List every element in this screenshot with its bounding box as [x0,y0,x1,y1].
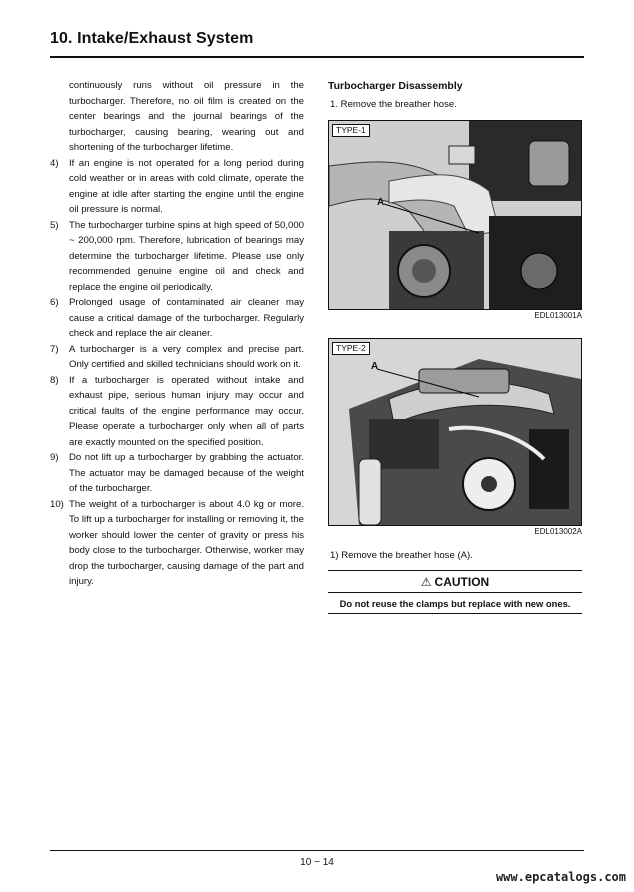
list-number: 8) [50,374,59,386]
left-column [50,78,304,590]
list-text: Prolonged usage of contaminated air cleaner may cause a critical damage of the turbocharger. Regularly check and replace the air cleaner. [69,297,304,339]
list-text: The turbocharger turbine spins at high speed of 50,000 ~ 200,000 rpm. Therefore, lubrication of bearings may determine the turbocharger lifetime. Please use only recommended genuine engine oil and check and replace the engine oil periodically. [69,219,304,293]
callout-label: A [377,197,385,208]
type-label: TYPE-1 [332,124,370,137]
callout-label: A [371,361,379,372]
engine-illustration-icon [329,339,581,525]
list-text: If an engine is not operated for a long period during cold weather or in areas with cold climate, operate the engine at idle after starting the engine until the engine oil pressure is normal. [69,157,304,215]
list-number: 9) [50,452,59,463]
list-item [50,342,304,373]
caution-title: CAUTION [434,575,490,589]
engine-illustration-icon [329,121,581,309]
engine-photo-type-2 [328,338,582,526]
figure-code: EDL013001A [534,311,582,320]
list-item [50,373,304,451]
header-rule [50,56,584,58]
list-number: 6) [50,297,59,308]
engine-photo-type-1 [328,120,582,310]
step-1: 1. Remove the breather hose. [330,99,457,110]
page-title: 10. Intake/Exhaust System [50,30,254,47]
substep-1: 1) Remove the breather hose (A). [330,550,473,561]
continuation-paragraph: continuously runs without oil pressure in the turbocharger. Therefore, no oil film is created on the center bearings and the journal bearings of the turbocharger, causing bearing, wearing out and shortening of the turbocharger lifetime. [69,80,304,153]
watermark: www.epcatalogs.com [495,870,626,884]
footer-rule [50,850,584,851]
list-item [50,295,304,342]
caution-text: Do not reuse the clamps but replace with new ones. [328,593,582,614]
list-item [50,497,304,590]
caution-header [328,570,582,593]
type-label: TYPE-2 [332,342,370,355]
list-item [50,156,304,218]
caution-box [328,570,582,614]
page-number: 10 − 14 [300,857,334,868]
section-title: Turbocharger Disassembly [328,80,463,92]
list-item [50,450,304,497]
list-text: If a turbocharger is operated without intake and exhaust pipe, serious human injury may occur and critical faults of the engine performance may occur. Please operate a turbocharger only when all of parts are exactly mounted on the specified position. [69,374,304,448]
list-number: 5) [50,219,59,231]
warning-triangle-icon: ⚠ [420,575,432,589]
list-text: A turbocharger is a very complex and precise part. Only certified and skilled technicians should work on it. [69,343,304,370]
list-number: 4) [50,157,59,169]
list-item [50,218,304,296]
list-text: Do not lift up a turbocharger by grabbing the actuator. The actuator may be damaged because of the weight of the turbocharger. [69,452,304,494]
list-number: 10) [50,498,64,510]
list-number: 7) [50,343,59,355]
list-text: The weight of a turbocharger is about 4.0 kg or more. To lift up a turbocharger for installing or removing it, the worker should lower the center of gravity or press his body close to the turbocharger. Otherwise, worker may drop the turbocharger, causing damage of the part and injury. [69,498,304,587]
figure-code: EDL013002A [534,527,582,536]
right-column [328,80,584,614]
